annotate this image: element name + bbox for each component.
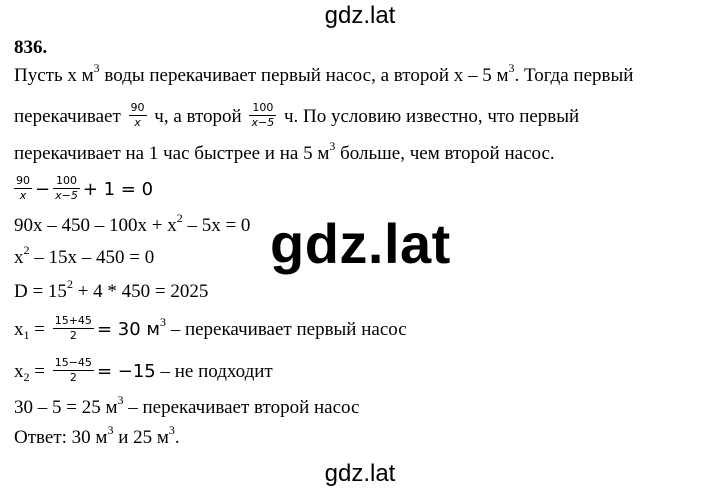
text-line-3 [14, 139, 555, 166]
text-segment: = [29, 360, 50, 382]
text-segment: 90x – 450 – 100x + x [14, 215, 177, 236]
text-segment: 30 – 5 = 25 м [14, 397, 118, 418]
watermark-bottom: gdz.lat [324, 460, 396, 487]
superscript: 3 [117, 393, 124, 407]
superscript: 3 [93, 61, 100, 75]
superscript: 3 [168, 423, 175, 437]
fraction-15-plus-45 [53, 314, 94, 343]
text-segment: x [14, 360, 24, 382]
math-result: = 30 м [96, 318, 160, 340]
numerator: 90 [130, 101, 145, 114]
denominator: 2 [69, 329, 77, 342]
text-segment: x [14, 247, 24, 268]
text-segment: перекачивает [14, 105, 126, 127]
watermark-center: gdz.lat [270, 212, 451, 275]
equation-6 [14, 358, 273, 387]
numerator: 100 [53, 174, 80, 189]
numerator: 90 [16, 174, 30, 187]
fraction-15-minus-45 [53, 356, 94, 385]
text-segment: D = 15 [14, 281, 67, 302]
subscript: 2 [23, 369, 30, 384]
denominator: x−5 [55, 189, 78, 202]
text-segment: – перекачивает второй насос [123, 397, 360, 418]
superscript: 2 [23, 243, 30, 257]
text-segment: + 4 * 450 = 2025 [72, 281, 209, 302]
problem-number: 836. [14, 37, 48, 58]
text-segment: и 25 м [113, 427, 169, 448]
fraction-100-x-5 [53, 174, 80, 203]
superscript: 3 [329, 139, 336, 153]
text-segment: . [174, 427, 180, 448]
superscript: 3 [159, 314, 166, 329]
text-segment: – перекачивает первый насос [165, 318, 407, 340]
text-segment: – не подходит [155, 360, 273, 382]
denominator: x−5 [251, 116, 275, 129]
text-segment: – 5x = 0 [182, 215, 251, 236]
denominator: x [134, 116, 141, 129]
text-segment: ч, а второй [149, 105, 247, 127]
text-segment: = [29, 318, 50, 340]
answer-line [14, 423, 180, 450]
text-segment: x [14, 318, 24, 340]
text-line-1 [14, 61, 634, 88]
text-segment: воды перекачивает первый насос, а второй х – 5 м [99, 65, 509, 86]
equation-rest: + 1 = 0 [82, 178, 154, 200]
text-segment: Пусть х м [14, 65, 94, 86]
numerator: 15−45 [54, 356, 92, 369]
equation-7 [14, 393, 360, 420]
numerator: 100 [249, 101, 276, 116]
fraction-90-x [14, 174, 32, 203]
text-segment: ч. По условию известно, что первый [279, 105, 580, 127]
denominator: x [19, 189, 27, 202]
superscript: 2 [176, 211, 183, 225]
text-segment: . Тогда первый [514, 65, 634, 86]
text-segment: – 15x – 450 = 0 [29, 247, 155, 268]
numerator: 15+45 [54, 314, 92, 327]
equation-3 [14, 243, 155, 270]
fraction-100-x-5 [249, 101, 276, 130]
subscript: 1 [23, 327, 30, 342]
superscript: 2 [66, 277, 73, 291]
text-line-2 [14, 103, 579, 132]
text-segment: больше, чем второй насос. [335, 143, 555, 164]
math-result: = −15 [96, 360, 156, 382]
equation-2 [14, 211, 251, 238]
text-segment: перекачивает на 1 час быстрее и на 5 м [14, 143, 330, 164]
fraction-90-x [129, 101, 147, 130]
equation-4 [14, 277, 209, 304]
minus-sign: − [35, 178, 51, 200]
superscript: 3 [508, 61, 515, 75]
equation-1 [14, 176, 153, 205]
watermark-top: gdz.lat [324, 2, 396, 29]
denominator: 2 [69, 371, 77, 384]
superscript: 3 [107, 423, 114, 437]
text-segment: Ответ: 30 м [14, 427, 108, 448]
equation-5 [14, 316, 407, 345]
